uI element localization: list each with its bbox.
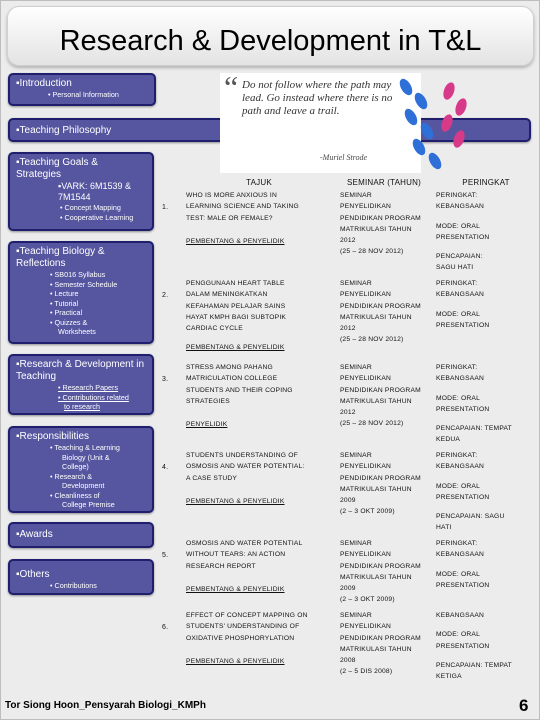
seminar-line: MATRIKULASI TAHUN — [340, 645, 412, 653]
seminar-line: PENDIDIKAN PROGRAM — [340, 562, 421, 570]
peringkat-line: MODE: ORAL — [436, 222, 480, 230]
title-line: STUDENTS UNDERSTANDING OF — [186, 452, 298, 459]
peringkat-line: MODE: ORAL — [436, 310, 480, 318]
nav-teaching-biology[interactable] — [8, 241, 154, 344]
peringkat-line: PRESENTATION — [436, 493, 490, 501]
seminar-line: PENYELIDIKAN — [340, 291, 392, 299]
peringkat-line: KEDUA — [436, 436, 461, 444]
nav-sub-item[interactable]: • Research & — [50, 471, 93, 481]
row-number — [158, 362, 184, 450]
contributions-link-cont[interactable]: to research — [64, 402, 100, 411]
seminar-line: SEMINAR — [340, 612, 372, 619]
seminar-line: PENYELIDIKAN — [340, 551, 392, 559]
seminar-line: SEMINAR — [340, 452, 372, 459]
seminar-line: SEMINAR — [340, 280, 372, 287]
row-seminar — [334, 538, 434, 610]
peringkat-line: MODE: ORAL — [436, 482, 480, 490]
table-row — [158, 362, 538, 450]
row-title — [184, 450, 334, 538]
seminar-line: 2009 — [340, 585, 356, 593]
row-number — [158, 610, 184, 702]
contributions-link[interactable]: • Contributions related — [58, 392, 129, 402]
nav-sub-item[interactable]: • Cooperative Learning — [60, 212, 134, 222]
peringkat-line: PRESENTATION — [436, 581, 490, 589]
role-label: PEMBENTANG & PENYELIDIK — [186, 585, 285, 593]
row-number-text: 6. — [162, 624, 169, 631]
peringkat-line: HATI — [436, 524, 452, 532]
row-peringkat — [434, 610, 538, 702]
table-row — [158, 610, 538, 702]
seminar-line: PENYELIDIKAN — [340, 375, 392, 383]
peringkat-line: KEBANGSAAN — [436, 612, 485, 619]
row-title — [184, 278, 334, 362]
title-line: MATRICULATION COLLEGE — [186, 375, 278, 383]
seminar-line: (2 – 3 OKT 2009) — [340, 508, 395, 516]
peringkat-line: PENCAPAIAN: TEMPAT — [436, 425, 512, 433]
peringkat-line: PERINGKAT: — [436, 364, 478, 371]
nav-sub-item[interactable]: Biology (Unit & — [62, 452, 110, 462]
seminar-line: MATRIKULASI TAHUN — [340, 573, 412, 581]
row-title — [184, 190, 334, 278]
title-line: KEFAHAMAN PELAJAR SAINS — [186, 302, 286, 310]
peringkat-line: MODE: ORAL — [436, 394, 480, 402]
header-no — [158, 178, 184, 190]
row-seminar — [334, 190, 434, 278]
nav-awards-label: ▪Awards — [16, 529, 53, 540]
seminar-line: PENDIDIKAN PROGRAM — [340, 474, 421, 482]
role-label: PEMBENTANG & PENYELIDIK — [186, 237, 285, 245]
quote-text: Do not follow where the path may lead. Go instead where there is no path and leave a trail. — [242, 79, 393, 117]
footprints-icon — [351, 73, 476, 173]
seminar-line: 2009 — [340, 497, 356, 505]
row-number-text: 5. — [162, 552, 169, 559]
table-row — [158, 278, 538, 362]
title-line: STUDENTS AND THEIR COPING — [186, 386, 293, 394]
quote-author: -Muriel Strode — [320, 153, 368, 162]
row-title — [184, 610, 334, 702]
nav-others[interactable] — [8, 559, 154, 595]
peringkat-line: PRESENTATION — [436, 321, 490, 329]
seminar-line: PENDIDIKAN PROGRAM — [340, 302, 421, 310]
nav-research-label: ▪Research & Development in Teaching — [16, 359, 145, 382]
seminar-line: MATRIKULASI TAHUN — [340, 485, 412, 493]
table-row — [158, 538, 538, 610]
nav-sub-item[interactable]: College Premise — [62, 500, 115, 509]
nav-sub-item[interactable]: • Practical — [50, 308, 83, 317]
seminar-line: SEMINAR — [340, 192, 372, 199]
row-seminar — [334, 362, 434, 450]
header-seminar: SEMINAR (TAHUN) — [347, 178, 421, 187]
row-number — [158, 450, 184, 538]
title-line: RESEARCH REPORT — [186, 562, 256, 570]
nav-sub-item[interactable]: • Tutorial — [50, 298, 79, 308]
title-line: STRESS AMONG PAHANG — [186, 364, 273, 371]
peringkat-line: KEBANGSAAN — [436, 551, 485, 559]
peringkat-line: KETIGA — [436, 673, 462, 681]
seminar-line: MATRIKULASI TAHUN — [340, 397, 412, 405]
peringkat-line: MODE: ORAL — [436, 631, 480, 639]
peringkat-line: KEBANGSAAN — [436, 291, 485, 299]
nav-sub-item[interactable]: • Cleanliness of — [50, 490, 100, 500]
seminar-line: MATRIKULASI TAHUN — [340, 313, 412, 321]
nav-sub-item[interactable]: • Teaching & Learning — [50, 443, 120, 452]
peringkat-line: KEBANGSAAN — [436, 463, 485, 471]
peringkat-line: PERINGKAT: — [436, 540, 478, 547]
row-seminar — [334, 450, 434, 538]
row-peringkat — [434, 362, 538, 450]
quote-mark: “ — [224, 69, 239, 105]
role-label: PEMBENTANG & PENYELIDIK — [186, 497, 285, 505]
peringkat-line: PRESENTATION — [436, 233, 490, 241]
nav-research-development[interactable] — [8, 354, 154, 415]
row-number-text: 2. — [162, 292, 169, 299]
peringkat-line: PRESENTATION — [436, 405, 490, 413]
nav-goals-label: ▪Teaching Goals & Strategies — [16, 157, 98, 180]
nav-sub-item[interactable]: • Semester Schedule — [50, 279, 118, 289]
seminar-line: (25 – 28 NOV 2012) — [340, 248, 404, 256]
nav-sub-item[interactable]: • Lecture — [50, 289, 79, 298]
peringkat-line: MODE: ORAL — [436, 570, 480, 578]
nav-philosophy-label: ▪Teaching Philosophy — [16, 125, 112, 136]
nav-sub-item[interactable]: • SB016 Syllabus — [50, 270, 106, 279]
peringkat-line: PRESENTATION — [436, 642, 490, 650]
seminar-line: PENYELIDIKAN — [340, 203, 392, 211]
seminar-line: 2008 — [340, 657, 356, 665]
table-row — [158, 450, 538, 538]
row-peringkat — [434, 450, 538, 538]
row-number-text: 1. — [162, 204, 169, 211]
header-tajuk: TAJUK — [246, 178, 272, 187]
nav-sub-item[interactable]: College) — [62, 462, 89, 471]
nav-biology-label: ▪Teaching Biology & Reflections — [16, 246, 105, 269]
row-number-text: 3. — [162, 376, 169, 383]
nav-sub-item[interactable]: • Concept Mapping — [60, 203, 121, 212]
title-line: STRATEGIES — [186, 397, 230, 405]
peringkat-line: KEBANGSAAN — [436, 203, 485, 211]
page-title: Research & Development in T&L — [59, 25, 482, 57]
title-line: STUDENTS' UNDERSTANDING OF — [186, 623, 300, 631]
row-peringkat — [434, 190, 538, 278]
title-line: TEST: MALE OR FEMALE? — [186, 214, 273, 222]
row-number — [158, 538, 184, 610]
row-title — [184, 538, 334, 610]
title-line: WITHOUT TEARS: AN ACTION — [186, 551, 286, 559]
peringkat-line: PENCAPAIAN: — [436, 253, 483, 261]
peringkat-line: PENCAPAIAN: SAGU — [436, 513, 505, 521]
seminar-line: 2012 — [340, 237, 356, 245]
seminar-line: PENYELIDIKAN — [340, 463, 392, 471]
row-title — [184, 362, 334, 450]
peringkat-line: PERINGKAT: — [436, 452, 478, 459]
title-line: HAYAT KMPH BAGI SUBTOPIK — [186, 313, 287, 321]
peringkat-line: KEBANGSAAN — [436, 375, 485, 383]
nav-others-label: ▪Others — [16, 569, 50, 580]
seminar-line: MATRIKULASI TAHUN — [340, 225, 412, 233]
row-seminar — [334, 278, 434, 362]
nav-sub-item[interactable]: Worksheets — [58, 327, 96, 336]
nav-teaching-goals[interactable] — [8, 152, 154, 231]
seminar-line: (25 – 28 NOV 2012) — [340, 336, 404, 344]
nav-responsibilities[interactable] — [8, 426, 154, 513]
seminar-line: 2012 — [340, 325, 356, 333]
seminar-line: PENDIDIKAN PROGRAM — [340, 386, 421, 394]
row-number — [158, 190, 184, 278]
seminar-line: PENYELIDIKAN — [340, 623, 392, 631]
peringkat-line: PENCAPAIAN: TEMPAT — [436, 661, 512, 669]
title-line: LEARNING SCIENCE AND TAKING — [186, 203, 299, 211]
title-line: DALAM MENINGKATKAN — [186, 291, 268, 299]
title-line: OSMOSIS AND WATER POTENTIAL: — [186, 463, 305, 471]
row-seminar — [334, 610, 434, 702]
seminar-line: SEMINAR — [340, 540, 372, 547]
nav-introduction[interactable] — [8, 73, 156, 106]
nav-vark[interactable]: ▪VARK: 6M1539 & 7M1544 — [58, 181, 132, 202]
seminar-line: PENDIDIKAN PROGRAM — [340, 214, 421, 222]
seminar-line: PENDIDIKAN PROGRAM — [340, 634, 421, 642]
seminar-line: (25 – 28 NOV 2012) — [340, 420, 404, 428]
page-number: 6 — [519, 696, 529, 715]
nav-sub-item[interactable]: Development — [62, 481, 105, 490]
title-line: OSMOSIS AND WATER POTENTIAL — [186, 540, 303, 547]
seminar-line: 2012 — [340, 409, 356, 417]
title-line: A CASE STUDY — [186, 474, 238, 482]
research-papers-link[interactable]: • Research Papers — [58, 383, 119, 392]
role-label: PENYELIDIK — [186, 421, 228, 429]
nav-awards[interactable] — [8, 522, 154, 548]
nav-sub-item[interactable]: • Personal Information — [48, 90, 119, 99]
row-number — [158, 278, 184, 362]
title-line: PENGGUNAAN HEART TABLE — [186, 280, 285, 287]
nav-introduction-label: ▪Introduction — [16, 78, 72, 89]
title-line: OXIDATIVE PHOSPHORYLATION — [186, 634, 295, 642]
title-banner — [7, 6, 534, 66]
role-label: PEMBENTANG & PENYELIDIK — [186, 344, 285, 352]
row-peringkat — [434, 278, 538, 362]
peringkat-line: PERINGKAT: — [436, 280, 478, 287]
table-row — [158, 190, 538, 278]
title-line: CARDIAC CYCLE — [186, 325, 243, 333]
seminar-line: (2 – 5 DIS 2008) — [340, 668, 393, 676]
header-peringkat: PERINGKAT — [462, 178, 510, 187]
role-label: PEMBENTANG & PENYELIDIK — [186, 657, 285, 665]
peringkat-line: SAGU HATI — [436, 264, 474, 272]
seminar-line: (2 – 3 OKT 2009) — [340, 596, 395, 604]
title-line: EFFECT OF CONCEPT MAPPING ON — [186, 612, 308, 619]
nav-responsibilities-label: ▪Responsibilities — [16, 431, 90, 442]
nav-sub-item[interactable]: • Quizzes & — [50, 317, 88, 327]
row-number-text: 4. — [162, 464, 169, 471]
footer-author: Tor Siong Hoon_Pensyarah Biologi_KMPh — [5, 700, 206, 711]
peringkat-line: PERINGKAT: — [436, 192, 478, 199]
seminar-line: SEMINAR — [340, 364, 372, 371]
research-table — [158, 178, 538, 702]
row-peringkat — [434, 538, 538, 610]
title-line: WHO IS MORE ANXIOUS IN — [186, 192, 277, 199]
nav-sub-item[interactable]: • Contributions — [50, 581, 97, 590]
